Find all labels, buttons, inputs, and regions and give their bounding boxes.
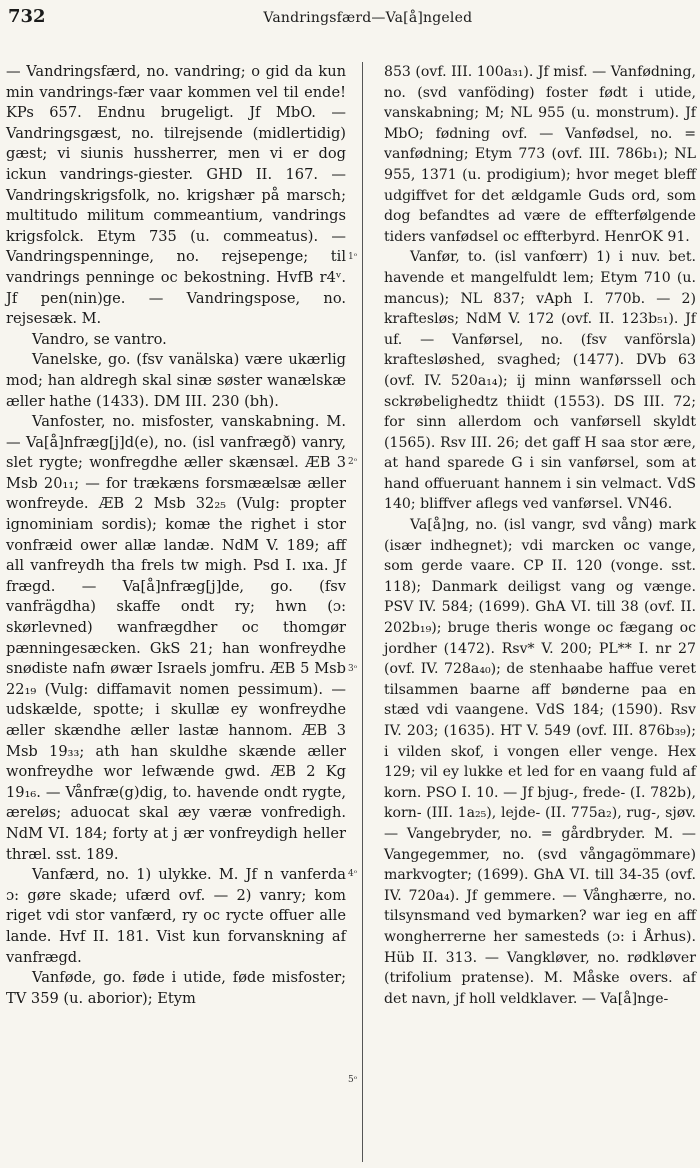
entry-paragraph: — Vandringsfærd, no. vandring; o gid da kun min vandrings-fær vaar kommen vel til ende! KPs 657. Endnu brugeligt. Jf MbO. — Vandringsgæst, no. tilrejsende (midlertidig) gæst; vi siunis hussherrer, men vi er dog ickun vandrings-giester. GHD II. 167. — Vandringskrigsfolk, no. krigshær på marsch; multitudo militum commeantium, vandrings krigsfolck. Etym 735 (u. commeatus). — Vandringspenninge, no. rejsepenge; til vandrings penninge oc bekostning. HvfB r4ᵛ. Jf pen(nin)ge. — Vandringspose, no. rejsesæk. M. bbox=[6, 63, 346, 328]
line-number-marker: 1ᵒ bbox=[348, 252, 358, 262]
entry-paragraph: Vanfør, to. (isl vanfœrr) 1) i nuv. bet. havende et mangelfuldt lem; Etym 710 (u. mancus); NL 837; vAph I. 770b. — 2) kraftesløs; NdM V. 172 (ovf. II. 123b₅₁). Jf uf. — Vanførsel, no. (fsv vanförsla) kraftesløshed, svaghed; (1477). DVb 63 (ovf. IV. 520a₁₄); ij minn wanførssell och sckrøbelighedtz thiidt (1553). DS III. 72; for sinn allerdom och vanførsell skyldt (1565). Rsv III. 26; det gaff H saa stor ære, at hand sparede G i sin vanførsel, som at hand offueruant hannem i sin velmact. VdS 140; bliffver aflegs ved vanførsel. VN46. bbox=[384, 249, 696, 513]
entry-paragraph: Vanfærd, no. 1) ulykke. M. Jf n vanferda ɔ: gøre skade; ufærd ovf. — 2) vanry; kom riget vdi stor vanfærd, ry oc rycte offuer alle lande. Hvf II. 181. Vist kun forvanskning af vanfrægd. bbox=[6, 866, 346, 966]
line-number-marker: 2ᵒ bbox=[348, 457, 358, 467]
running-title: Vandringsfærd—Va[å]ngeled bbox=[263, 10, 473, 26]
line-number-marker: 4ᵒ bbox=[348, 869, 358, 879]
line-number-marker: 3ᵒ bbox=[348, 664, 358, 674]
entry-paragraph: Vanføde, go. føde i utide, føde misfoster; TV 359 (u. aborior); Etym bbox=[6, 969, 346, 1007]
page-number: 732 bbox=[8, 6, 46, 27]
entry-paragraph: Va[å]ng, no. (isl vangr, svd vång) mark (især indhegnet); vdi marcken oc vange, som gerde vaare. CP II. 120 (vonge. sst. 118); Danmark deiligst vang og vænge. PSV IV. 584; (1699). GhA VI. till 38 (ovf. II. 202b₁₉); bruge theris wonge oc fægang oc jordher (1472). Rsv* V. 200; PL** I. nr 27 (ovf. IV. 728a₄₀); de stenhaabe haffue veret tilsammen baarne aff bønderne paa en stæd vdi vaangene. VdS 184; (1590). Rsv IV. 203; (1635). HT V. 549 (ovf. III. 876b₃₉); i vilden skof, i vongen eller venge. Hex 129; vil ey lukke et led for en vaang fuld af korn. PSO I. 10. — Jf bjug-, frede- (I. 782b), korn- (III. 1a₂₅), lejde- (II. 775a₂), rug-, sjøv. — Vangebryder, no. = gårdbryder. M. — Vangegemmer, no. (svd vångagömmare) markvogter; (1699). GhA VI. till 34-35 (ovf. IV. 720a₄). Jf gemmere. — Vånghærre, no. tilsynsmand ved bymarken? war ieg en aff wongherrerne her samesteds (ɔ: i Århus). Hüb II. 313. — Vangkløver, no. rødkløver (trifolium pratense). M. Måske overs. af det navn, jf holl veldklaver. — Va[å]nge- bbox=[384, 517, 696, 1007]
entry-paragraph: Vandro, se vantro. bbox=[32, 330, 167, 348]
line-number-marker: 5ᵒ bbox=[348, 1075, 358, 1085]
entry-paragraph: 853 (ovf. III. 100a₃₁). Jf misf. — Vanfødning, no. (svd vanföding) foster født i utide, vanskabning; M; NL 955 (u. monstrum). Jf MbO; fødning ovf. — Vanfødsel, no. = vanfødning; Etym 773 (ovf. III. 786b₁); NL 955, 1371 (u. prodigium); hvor meget bleff udgiffvet for det ældgamle Guds ord, som dog befandtes ad være de effterfølgende tiders vanfødsel oc effterbyrd. HenrOK 91. bbox=[384, 64, 696, 245]
column-divider bbox=[362, 62, 365, 1162]
page-header bbox=[8, 6, 690, 34]
right-column bbox=[384, 62, 696, 1009]
left-column bbox=[6, 62, 346, 1009]
entry-paragraph: Vanelske, go. (fsv vanälska) være ukærlig mod; han aldregh skal sinæ søster wanælskæ æller hathe (1433). DM III. 230 (bh). bbox=[6, 351, 346, 410]
entry-paragraph: Vanfoster, no. misfoster, vanskabning. M. — Va[å]nfræg[j]d(e), no. (isl vanfrægð) vanry, slet rygte; wonfregdhe æller skænsæl. ÆB 3 Msb 20₁₁; — for trækæns forsmæælsæ æller wonfreyde. ÆB 2 Msb 32₂₅ (Vulg: propter ignominiam sordis); komæ the righet i stor vonfræid ower allæ landæ. NdM V. 189; aff all vanfreydh tha frels tw migh. Psd I. ıxa. Jf frægd. — Va[å]nfræg[j]de, go. (fsv vanfrägdha) skaffe ondt ry; hwn (ɔ: skørlevned) wanfrægdher oc thomgør pænningesæcken. GkS 21; han wonfreydhe snødiste nafn øwær Israels jomfru. ÆB 5 Msb 22₁₉ (Vulg: diffamavit nomen pessimum). — udskælde, spotte; i skullæ ey wonfreydhe æller skændhe æller lastæ hannom. ÆB 3 Msb 19₃₃; ath han skuldhe skænde æller wonfreydhe wor lefwænde gwd. ÆB 2 Kg 19₁₆. — Vånfræ(g)dig, to. havende ondt rygte, æreløs; aduocat skal æy væræ vonfredigh. NdM VI. 184; forty at j ær vonfreydigh heller thræl. sst. 189. bbox=[6, 413, 346, 863]
